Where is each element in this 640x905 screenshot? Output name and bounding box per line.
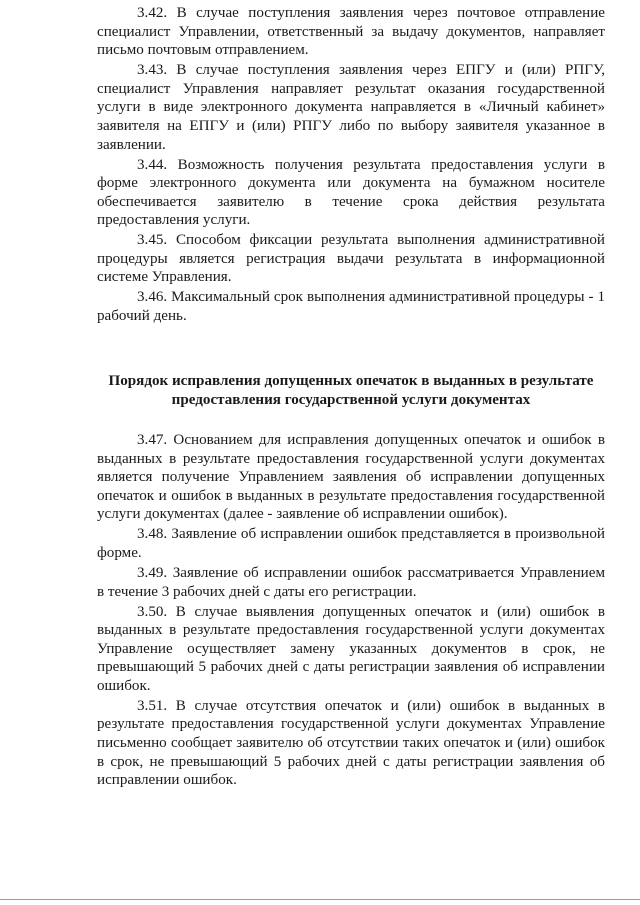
bottom-paragraphs <box>97 431 605 791</box>
paragraph-3-46: 3.46. Максимальный срок выполнения административной процедуры - 1 рабочий день. <box>97 289 605 325</box>
paragraph-3-47: 3.47. Основанием для исправления допущенных опечаток и ошибок в выданных в результате предоставления государственной услуги документах является получение Управлением заявления об исправлении допущенных опечаток и ошибок в выданных в результате предоставления государственной услуги документах (далее - заявление об исправлении ошибок). <box>97 432 605 523</box>
paragraph-3-50: 3.50. В случае выявления допущенных опечаток и (или) ошибок в выданных в результате предоставления государственной услуги документах Управление осуществляет замену указанных документов в срок, не превышающий 5 рабочих дней с даты регистрации заявления об исправлении ошибок. <box>97 603 605 694</box>
paragraph-3-49: 3.49. Заявление об исправлении ошибок рассматривается Управлением в течение 3 рабочих дней с даты его регистрации. <box>97 564 605 600</box>
paragraph-3-44: 3.44. Возможность получения результата предоставления услуги в форме электронного документа или документа на бумажном носителе обеспечивается заявителю в течение срока действия результата предоставления услуги. <box>97 156 605 229</box>
paragraph-3-48: 3.48. Заявление об исправлении ошибок представляется в произвольной форме. <box>97 526 605 561</box>
scan-bottom-edge <box>0 899 640 900</box>
top-paragraphs <box>97 4 605 327</box>
paragraph-3-42: 3.42. В случае поступления заявления через почтовое отправление специалист Управлении, ответственный за выдачу документов, направляет письмо почтовым отправлением. <box>97 5 605 59</box>
paragraph-3-45: 3.45. Способом фиксации результата выполнения административной процедуры является регистрация выдачи результата в информационной системе Управления. <box>97 232 605 286</box>
paragraph-3-43: 3.43. В случае поступления заявления через ЕПГУ и (или) РПГУ, специалист Управления направляет результат оказания государственной услуги в виде электронного документа направляется в «Личный кабинет» заявителя на ЕПГУ и (или) РПГУ либо по выбору заявителя указанное в заявлении. <box>97 62 605 153</box>
paragraph-3-51: 3.51. В случае отсутствия опечаток и (или) ошибок в выданных в результате предоставления государственной услуги документах Управление письменно сообщает заявителю об отсутствии таких опечаток и (или) ошибок в срок, не превышающий 5 рабочих дней с даты регистрации заявления об исправлении ошибок. <box>97 697 605 789</box>
section-heading: Порядок исправления допущенных опечаток в выданных в результате предоставления государственной услуги документах <box>108 373 594 408</box>
